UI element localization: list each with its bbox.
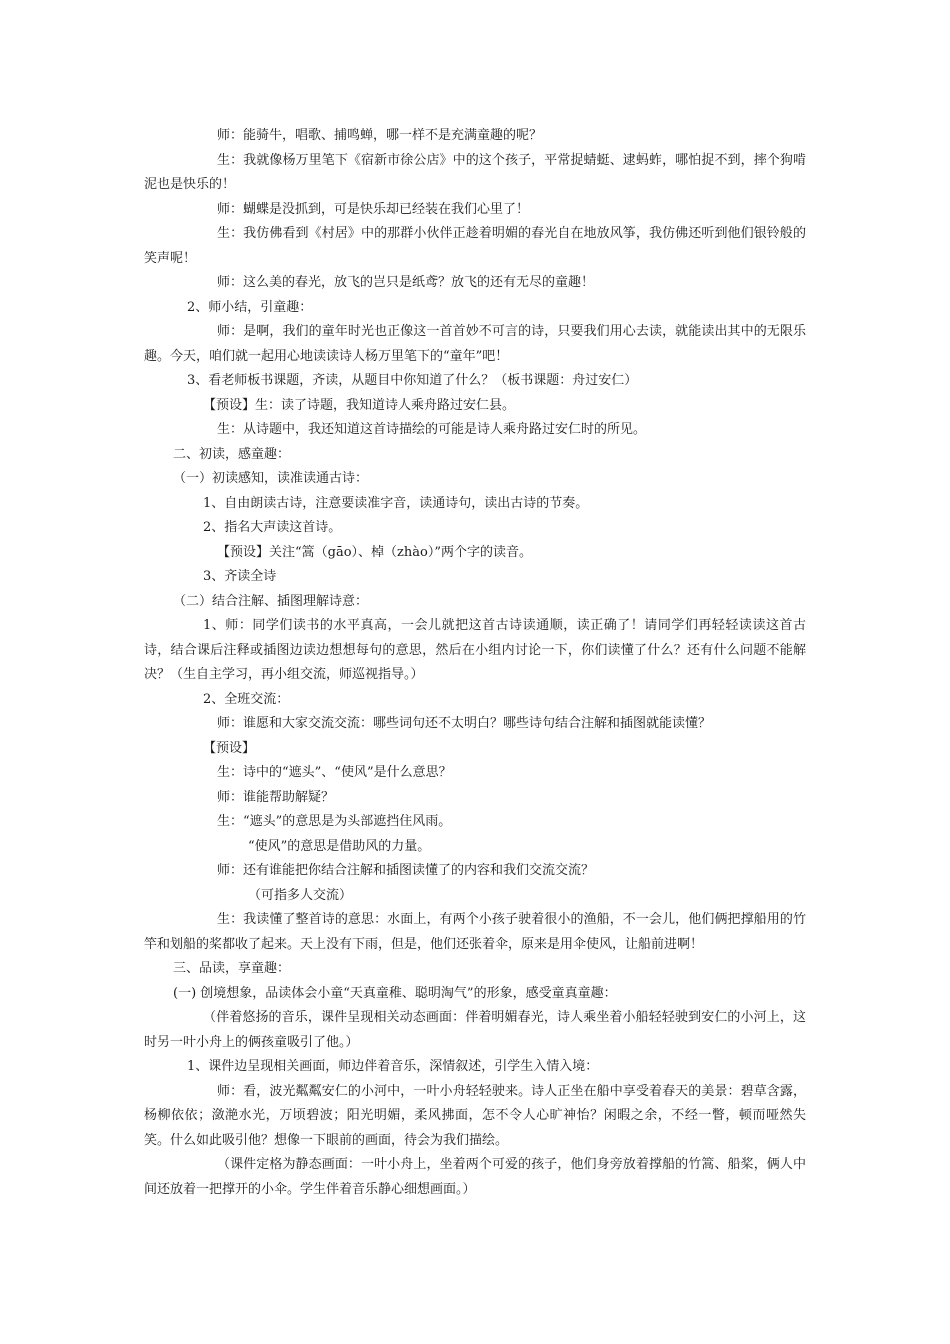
- paragraph: 师：能骑牛，唱歌、捕鸣蝉，哪一样不是充满童趣的呢？: [217, 128, 543, 143]
- paragraph: 2、师小结，引童趣：: [187, 299, 313, 315]
- paragraph: 【预设】生：读了诗题，我知道诗人乘舟路过安仁县。: [203, 397, 516, 413]
- paragraph: 师：还有谁能把你结合注解和插图读懂了的内容和我们交流交流？: [217, 863, 595, 878]
- paragraph: 3、看老师板书课题，齐读，从题目中你知道了什么？（板书课题：舟过安仁）: [187, 373, 638, 388]
- paragraph: 师：谁能帮助解疑？: [217, 789, 335, 805]
- paragraph: 1、课件边呈现相关画面，师边伴着音乐，深情叙述，引学生入情入境：: [187, 1059, 599, 1074]
- paragraph: 生：我就像杨万里笔下《宿新市徐公店》中的这个孩子，平常捉蜻蜓、逮蚂蚱，哪怕捉不到，摔个狗啃泥也是快乐的！: [144, 152, 806, 192]
- paragraph: 师：是啊，我们的童年时光也正像这一首首妙不可言的诗，只要我们用心去读，就能读出其中的无限乐趣。今天，咱们就一起用心地读读诗人杨万里笔下的“童年”吧！: [144, 324, 806, 364]
- subsection-heading: （一）初读感知，读准读通古诗：: [173, 471, 369, 486]
- paragraph: （伴着悠扬的音乐，课件呈现相关动态画面：伴着明媚春光，诗人乘坐着小船轻轻驶到安仁的小河上，这时另一叶小舟上的俩孩童吸引了他。）: [144, 1010, 806, 1050]
- paragraph: 生：我读懂了整首诗的意思：水面上，有两个小孩子驶着很小的渔船，不一会儿，他们俩把撑船用的竹竿和划船的桨都收了起来。天上没有下雨，但是，他们还张着伞，原来是用伞使风，让船前进啊！: [144, 912, 806, 952]
- paragraph: 师：蝴蝶是没抓到，可是快乐却已经装在我们心里了！: [217, 201, 530, 217]
- paragraph: 【预设】: [203, 740, 256, 756]
- paragraph: （可指多人交流）: [248, 887, 353, 903]
- paragraph: 师：谁愿和大家交流交流：哪些词句还不太明白？哪些诗句结合注解和插图就能读懂？: [217, 716, 712, 731]
- paragraph: 生：我仿佛看到《村居》中的那群小伙伴正趁着明媚的春光自在地放风筝，我仿佛还听到他们银铃般的笑声呢！: [144, 226, 806, 266]
- section-heading: 三、品读，享童趣：: [173, 961, 291, 976]
- paragraph: 生：诗中的“遮头”、“使风”是什么意思？: [217, 765, 452, 780]
- paragraph: 3、齐读全诗: [203, 569, 277, 584]
- section-heading: 二、初读，感童趣：: [173, 446, 291, 462]
- paragraph: 师：看，波光粼粼安仁的小河中，一叶小舟轻轻驶来。诗人正坐在船中享受着春天的美景：碧草含露，杨柳依依；潋滟水光，万顷碧波；阳光明媚，柔风拂面，怎不令人心旷神怡？闲暇之余，不经一瞥，顿而哑然失笑。什么如此吸引他？想像一下眼前的画面，待会为我们描绘。: [144, 1083, 806, 1148]
- paragraph: 【预设】关注“篙（gāo）、棹（zhào）”两个字的读音。: [217, 544, 532, 560]
- paragraph: 1、师：同学们读书的水平真高，一会儿就把这首古诗读通顺，读正确了！请同学们再轻轻读读这首古诗，结合课后注释或插图边读边想想每句的意思，然后在小组内讨论一下，你们读懂了什么？还有什么问题不能解决？（生自主学习，再小组交流，师巡视指导。）: [144, 618, 806, 682]
- paragraph: 生：“遮头”的意思是为头部遮挡住风雨。: [217, 814, 452, 829]
- paragraph: 2、全班交流：: [203, 691, 290, 707]
- paragraph: 1、自由朗读古诗，注意要读准字音，读通诗句，读出古诗的节奏。: [203, 495, 589, 511]
- subsection-heading: (一) 创境想象，品读体会小童“天真童稚、聪明淘气”的形象，感受童真童趣：: [173, 985, 617, 1001]
- paragraph: 生：从诗题中，我还知道这首诗描绘的可能是诗人乘舟路过安仁时的所见。: [217, 422, 647, 437]
- paragraph: （课件定格为静态画面：一叶小舟上，坐着两个可爱的孩子，他们身旁放着撑船的竹篙、船桨，俩人中间还放着一把撑开的小伞。学生伴着音乐静心细想画面。）: [144, 1157, 806, 1197]
- paragraph: “使风”的意思是借助风的力量。: [248, 838, 431, 854]
- subsection-heading: （二）结合注解、插图理解诗意：: [173, 593, 369, 609]
- paragraph: 师：这么美的春光，放飞的岂只是纸鸢？放飞的还有无尽的童趣！: [217, 275, 595, 290]
- document-body: [144, 124, 806, 1202]
- paragraph: 2、指名大声读这首诗。: [203, 520, 342, 535]
